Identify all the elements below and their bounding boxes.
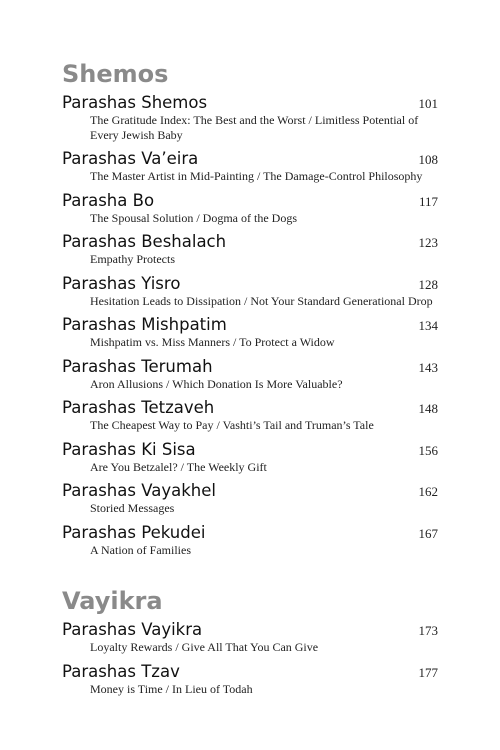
entry-title: Parashas Ki Sisa bbox=[62, 439, 196, 459]
entry-title: Parashas Yisro bbox=[62, 273, 181, 293]
entry-page-number: 117 bbox=[418, 193, 438, 209]
entry-subtitle: The Master Artist in Mid-Painting / The Damage-Control Philosophy bbox=[90, 169, 423, 183]
entry-title: Parashas Terumah bbox=[62, 356, 213, 376]
entry-subtitle: A Nation of Families bbox=[90, 542, 191, 557]
entry-page-number: 128 bbox=[418, 276, 438, 292]
entry-page-number: 156 bbox=[418, 442, 438, 458]
entry-title: Parashas Vayakhel bbox=[62, 481, 216, 500]
entry-page-number: 108 bbox=[418, 152, 438, 167]
toc-entry bbox=[62, 231, 438, 273]
entry-title: Parashas Pekudei bbox=[62, 522, 206, 542]
section-title-shemos: Shemos bbox=[62, 60, 169, 88]
entry-page-number: 173 bbox=[418, 623, 438, 638]
entry-title: Parasha Bo bbox=[62, 190, 155, 210]
section-title-vayikra: Vayikra bbox=[62, 587, 163, 615]
entry-subtitle: Mishpatim vs. Miss Manners / To Protect a Widow bbox=[90, 335, 335, 349]
entry-page-number: 123 bbox=[418, 235, 438, 250]
toc-entry bbox=[62, 522, 438, 564]
toc-entry bbox=[62, 190, 438, 232]
toc-entry bbox=[62, 273, 438, 315]
toc-entry bbox=[62, 619, 438, 661]
table-of-contents bbox=[62, 56, 438, 702]
entry-page-number: 134 bbox=[418, 318, 438, 333]
toc-entry bbox=[62, 314, 438, 356]
entry-subtitle: Aron Allusions / Which Donation Is More Valuable? bbox=[90, 376, 343, 391]
entry-title: Parashas Vayikra bbox=[62, 620, 203, 639]
entry-subtitle: Empathy Protects bbox=[90, 252, 175, 266]
entry-title: Parashas Tzav bbox=[62, 661, 180, 681]
entry-subtitle: The Cheapest Way to Pay / Vashti’s Tail and Truman’s Tale bbox=[90, 418, 374, 432]
toc-entry bbox=[62, 148, 438, 190]
entry-subtitle: Hesitation Leads to Dissipation / Not Your Standard Generational Drop bbox=[90, 293, 433, 308]
toc-entry bbox=[62, 439, 438, 481]
entry-title: Parashas Shemos bbox=[62, 93, 208, 112]
entry-title: Parashas Tetzaveh bbox=[62, 398, 215, 417]
entry-title: Parashas Beshalach bbox=[62, 232, 227, 251]
entry-subtitle: Storied Messages bbox=[90, 501, 175, 515]
entry-page-number: 177 bbox=[418, 664, 438, 680]
entry-subtitle: Loyalty Rewards / Give All That You Can Give bbox=[90, 640, 319, 654]
toc-entry bbox=[62, 356, 438, 398]
entry-title: Parashas Va’eira bbox=[62, 149, 199, 168]
entry-page-number: 143 bbox=[418, 359, 438, 375]
toc-entry bbox=[62, 397, 438, 439]
toc-entry bbox=[62, 92, 438, 148]
entry-subtitle: Are You Betzalel? / The Weekly Gift bbox=[90, 459, 267, 474]
entry-title: Parashas Mishpatim bbox=[62, 315, 227, 334]
entry-page-number: 148 bbox=[418, 401, 438, 416]
entry-page-number: 101 bbox=[418, 96, 438, 111]
entry-page-number: 162 bbox=[418, 484, 438, 499]
toc-entry bbox=[62, 661, 438, 703]
entry-page-number: 167 bbox=[418, 525, 438, 541]
entry-subtitle: Money is Time / In Lieu of Todah bbox=[90, 681, 253, 696]
entry-subtitle: The Spousal Solution / Dogma of the Dogs bbox=[90, 210, 297, 225]
toc-entry bbox=[62, 480, 438, 522]
entry-subtitle: The Gratitude Index: The Best and the Worst / Limitless Potential of Every Jewish Baby bbox=[90, 113, 419, 142]
